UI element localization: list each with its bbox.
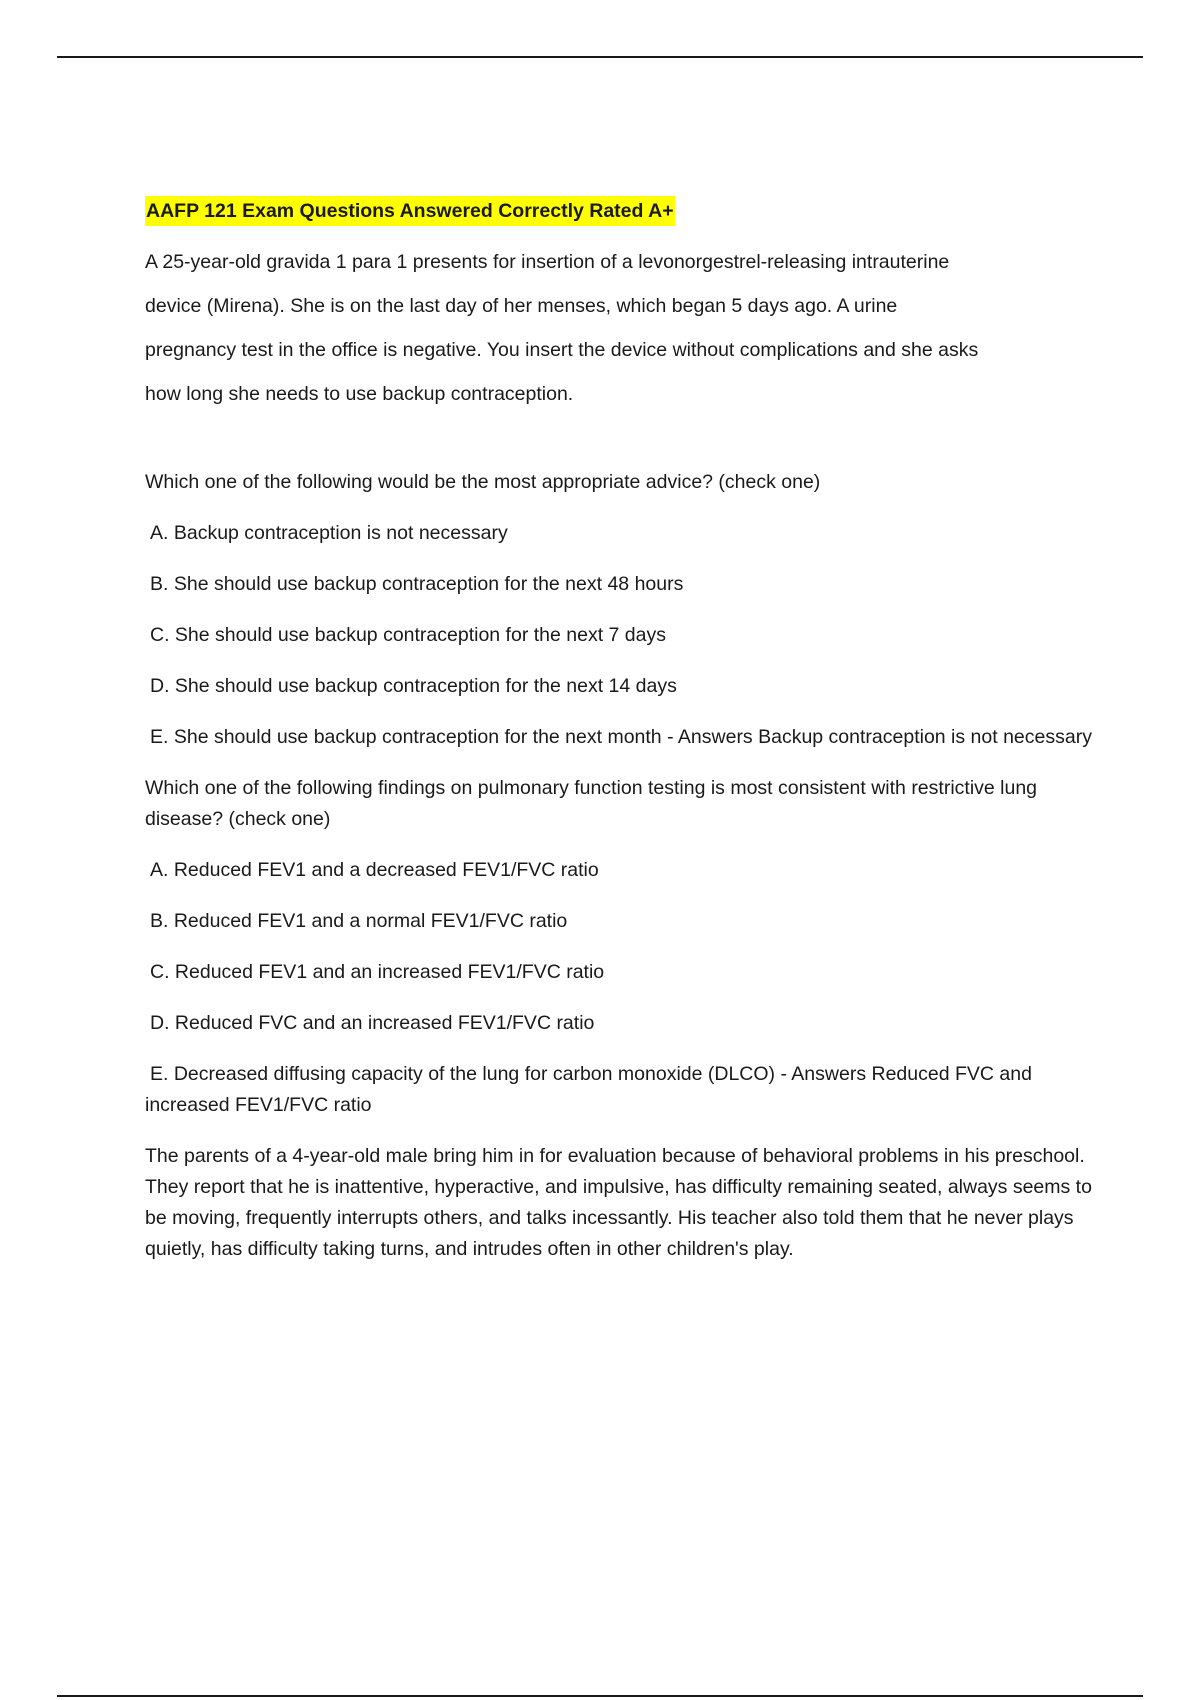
question-1 <box>145 237 1095 753</box>
question-2-option-a: A. Reduced FEV1 and a decreased FEV1/FVC ratio <box>150 859 599 881</box>
title-wrap <box>145 196 1095 226</box>
question-1-stem-line: device (Mirena). She is on the last day of her menses, which began 5 days ago. A urine <box>145 295 898 317</box>
question-2-option-b: B. Reduced FEV1 and a normal FEV1/FVC ratio <box>150 910 568 932</box>
question-3-stem: The parents of a 4-year-old male bring him in for evaluation because of behavioral problems in his preschool. They report that he is inattentive, hyperactive, and impulsive, has difficulty remaining seated, always seems to be moving, frequently interrupts others, and talks incessantly. His teacher also told them that he never plays quietly, has difficulty taking turns, and intrudes often in other children's play. <box>145 1145 1092 1260</box>
question-1-prompt: Which one of the following would be the most appropriate advice? (check one) <box>145 471 821 493</box>
question-1-option-c: C. She should use backup contraception for the next 7 days <box>150 624 666 646</box>
question-1-option-d: D. She should use backup contraception for the next 14 days <box>150 675 677 697</box>
spacer <box>145 420 1095 467</box>
question-1-stem-line: pregnancy test in the office is negative. You insert the device without complications and she asks <box>145 339 979 361</box>
question-2-option-e: E. Decreased diffusing capacity of the lung for carbon monoxide (DLCO) - Answers Reduced FVC and increased FEV1/FVC ratio <box>145 1063 1032 1116</box>
question-1-option-e: E. She should use backup contraception for the next month - Answers Backup contraception is not necessary <box>150 726 1092 748</box>
question-2-option-c: C. Reduced FEV1 and an increased FEV1/FVC ratio <box>150 961 605 983</box>
question-1-option-b: B. She should use backup contraception for the next 48 hours <box>150 573 684 595</box>
document-title: AAFP 121 Exam Questions Answered Correctly Rated A+ <box>145 196 675 226</box>
question-3 <box>145 1141 1095 1265</box>
question-1-stem-line: how long she needs to use backup contraception. <box>145 383 574 405</box>
question-1-option-a: A. Backup contraception is not necessary <box>150 522 508 544</box>
document-body <box>145 196 1095 1285</box>
question-2-prompt: Which one of the following findings on pulmonary function testing is most consistent with restrictive lung disease? (check one) <box>145 777 1038 830</box>
question-1-stem-line: A 25-year-old gravida 1 para 1 presents for insertion of a levonorgestrel-releasing intrauterine <box>145 251 950 273</box>
top-rule <box>57 56 1143 58</box>
question-2 <box>145 773 1095 1121</box>
bottom-rule <box>57 1695 1143 1697</box>
question-2-option-d: D. Reduced FVC and an increased FEV1/FVC ratio <box>150 1012 595 1034</box>
